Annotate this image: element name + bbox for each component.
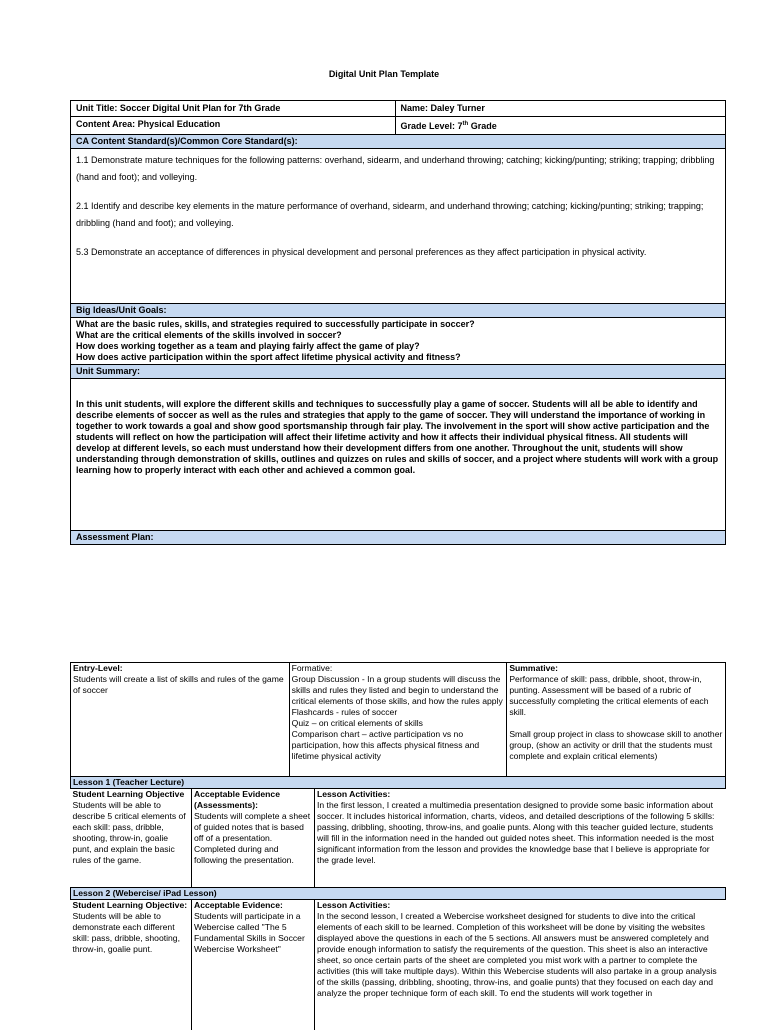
formative-line: Quiz – on critical elements of skills xyxy=(292,718,505,729)
unit-summary-body: In this unit students, will explore the different skills and techniques to successfully play a game of soccer. Students will all be able to identify and describe elements of soccer as well as the rules and strategies that apply to the game of soccer. They will understand the importance of working in together to work towards a goal and show good sportsmanship through fair play. The involvement in the sport will show active participation and the students will reflect on how the participation will affect their lifetime activity and how it affects their individual physical fitness. All students will develop at different levels, so each must understand how their development differs from one another. Throughout the unit, students will show understanding through demonstration of skills, outlines and quizzes on rules and skills of soccer, and a project where students will work with a group learning how to properly interact with each other and achieved a common goal. xyxy=(71,379,726,531)
activities-text: In the first lesson, I created a multimedia presentation designed to provide some basic information about soccer. It includes historical information, charts, videos, and detailed descriptions of the following 5 skills: passing, dribbling, shooting, throw-ins, and goalie punts. Along with this teacher guided lecture, students will fill in the information need in the handed out guided notes sheet. This information needed is the most significant information from the lesson and provides the knowledge base that I believe is appropriate for the grade level. xyxy=(317,800,714,865)
grade-superscript: th xyxy=(463,121,469,127)
big-ideas-body xyxy=(71,318,726,365)
activities-label: Lesson Activities: xyxy=(317,789,724,800)
formative-label: Formative: xyxy=(292,663,505,674)
objective-text: Students will be able to demonstrate each different skill: pass, dribble, shooting, throw-in, goalie punt. xyxy=(73,911,180,954)
lesson-row xyxy=(71,900,726,1030)
unit-title-cell: Unit Title: Soccer Digital Unit Plan for 7th Grade xyxy=(71,101,396,117)
grade-suffix: Grade xyxy=(468,121,497,131)
evidence-cell xyxy=(192,900,315,1030)
summative-text: Small group project in class to showcase skill to another group, (show an activity or drill that the students must complete and explain critical elements) xyxy=(509,729,723,762)
standards-heading: CA Content Standard(s)/Common Core Standard(s): xyxy=(71,135,726,149)
lesson-row xyxy=(71,789,726,888)
objective-text: Students will be able to describe 5 critical elements of each skill: pass, dribble, shooting, throw-in, goalie punt, and explain the basic rules of the game. xyxy=(73,800,186,865)
activities-cell xyxy=(315,789,726,887)
standards-body xyxy=(71,149,726,304)
lesson-heading: Lesson 2 (Webercise/ iPad Lesson) xyxy=(71,888,726,900)
name-cell: Name: Daley Turner xyxy=(395,101,725,117)
content-area-cell: Content Area: Physical Education xyxy=(71,117,396,135)
grade-level-cell xyxy=(395,117,725,135)
unit-plan-table xyxy=(70,100,726,545)
evidence-text: Students will participate in a Webercise called "The 5 Fundamental Skills in Soccer Webercise Worksheet" xyxy=(194,911,305,954)
evidence-text: Students will complete a sheet of guided notes that is based off of a presentation. Completed during and following the presentation. xyxy=(194,811,310,865)
evidence-cell xyxy=(192,789,315,887)
formative-cell xyxy=(289,663,507,777)
lesson-heading: Lesson 1 (Teacher Lecture) xyxy=(71,777,726,789)
spacer xyxy=(509,718,723,729)
lesson-table xyxy=(71,789,726,887)
formative-line: Flashcards - rules of soccer xyxy=(292,707,505,718)
summative-label: Summative: xyxy=(509,663,723,674)
formative-line: Group Discussion - In a group students will discuss the skills and rules they listed and begin to understand the critical elements of those skills, and how the rules apply xyxy=(292,674,505,707)
objective-label: Student Learning Objective: xyxy=(73,900,190,911)
standard-item: 5.3 Demonstrate an acceptance of differences in physical development and personal preferences as they affect participation in physical activity. xyxy=(76,244,720,261)
activities-text: In the second lesson, I created a Webercise worksheet designed for students to dive into the critical elements of each skill to be learned. Completion of this worksheet will be done by visiting the websites displayed above the questions in each of the 5 sections. All answers must be answered completely and provide enough information to satisfy the requirements of the question. This sheet is also an interactive sheet, so once certain parts of the sheet are completed you mist work with a partner to complete the activities (this will take multiple days). Within this Webercise students will also partake in a group analysis of the skills (passing, dribbling, shooting, throw-ins, and goalie punts) that they focused on each day and analyze the proper technique form of each skill. To end the students will work together in xyxy=(317,911,717,998)
objective-cell xyxy=(71,789,192,887)
unit-summary-heading: Unit Summary: xyxy=(71,365,726,379)
entry-level-label: Entry-Level: xyxy=(73,663,287,674)
evidence-label: Acceptable Evidence (Assessments): xyxy=(194,789,312,811)
entry-level-cell xyxy=(71,663,290,777)
goal-question: How does working together as a team and playing fairly affect the game of play? xyxy=(76,341,720,352)
goal-question: What are the basic rules, skills, and strategies required to successfully participate in soccer? xyxy=(76,319,720,330)
standard-item: 2.1 Identify and describe key elements in the mature performance of overhand, sidearm, and underhand throwing; catching; kicking/punting; striking; trapping; dribbling (hand and foot); and volleying. xyxy=(76,198,720,232)
objective-label: Student Learning Objective xyxy=(73,789,190,800)
summative-text: Performance of skill: pass, dribble, shoot, throw-in, punting. Assessment will be based of a rubric of successfully completing the critical elements of each skill. xyxy=(509,674,723,718)
goal-question: What are the critical elements of the skills involved in soccer? xyxy=(76,330,720,341)
entry-level-text: Students will create a list of skills and rules of the game of soccer xyxy=(73,674,284,695)
activities-label: Lesson Activities: xyxy=(317,900,724,911)
assessment-lessons-table xyxy=(70,662,726,1030)
document-title: Digital Unit Plan Template xyxy=(0,69,768,79)
grade-level-label: Grade Level: 7 xyxy=(401,121,463,131)
assessment-plan-heading: Assessment Plan: xyxy=(71,531,726,545)
evidence-label: Acceptable Evidence: xyxy=(194,900,312,911)
lesson-table xyxy=(71,900,726,1030)
goal-question: How does active participation within the sport affect lifetime physical activity and fitness? xyxy=(76,352,720,363)
summative-cell xyxy=(507,663,726,777)
objective-cell xyxy=(71,900,192,1030)
activities-cell xyxy=(315,900,726,1030)
big-ideas-heading: Big Ideas/Unit Goals: xyxy=(71,304,726,318)
standard-item: 1.1 Demonstrate mature techniques for the following patterns: overhand, sidearm, and underhand throwing; catching; kicking/punting; striking; trapping; dribbling (hand and foot); and volleying. xyxy=(76,152,720,186)
formative-line: Comparison chart – active participation vs no participation, how this affects physical fitness and lifetime physical activity xyxy=(292,729,505,762)
